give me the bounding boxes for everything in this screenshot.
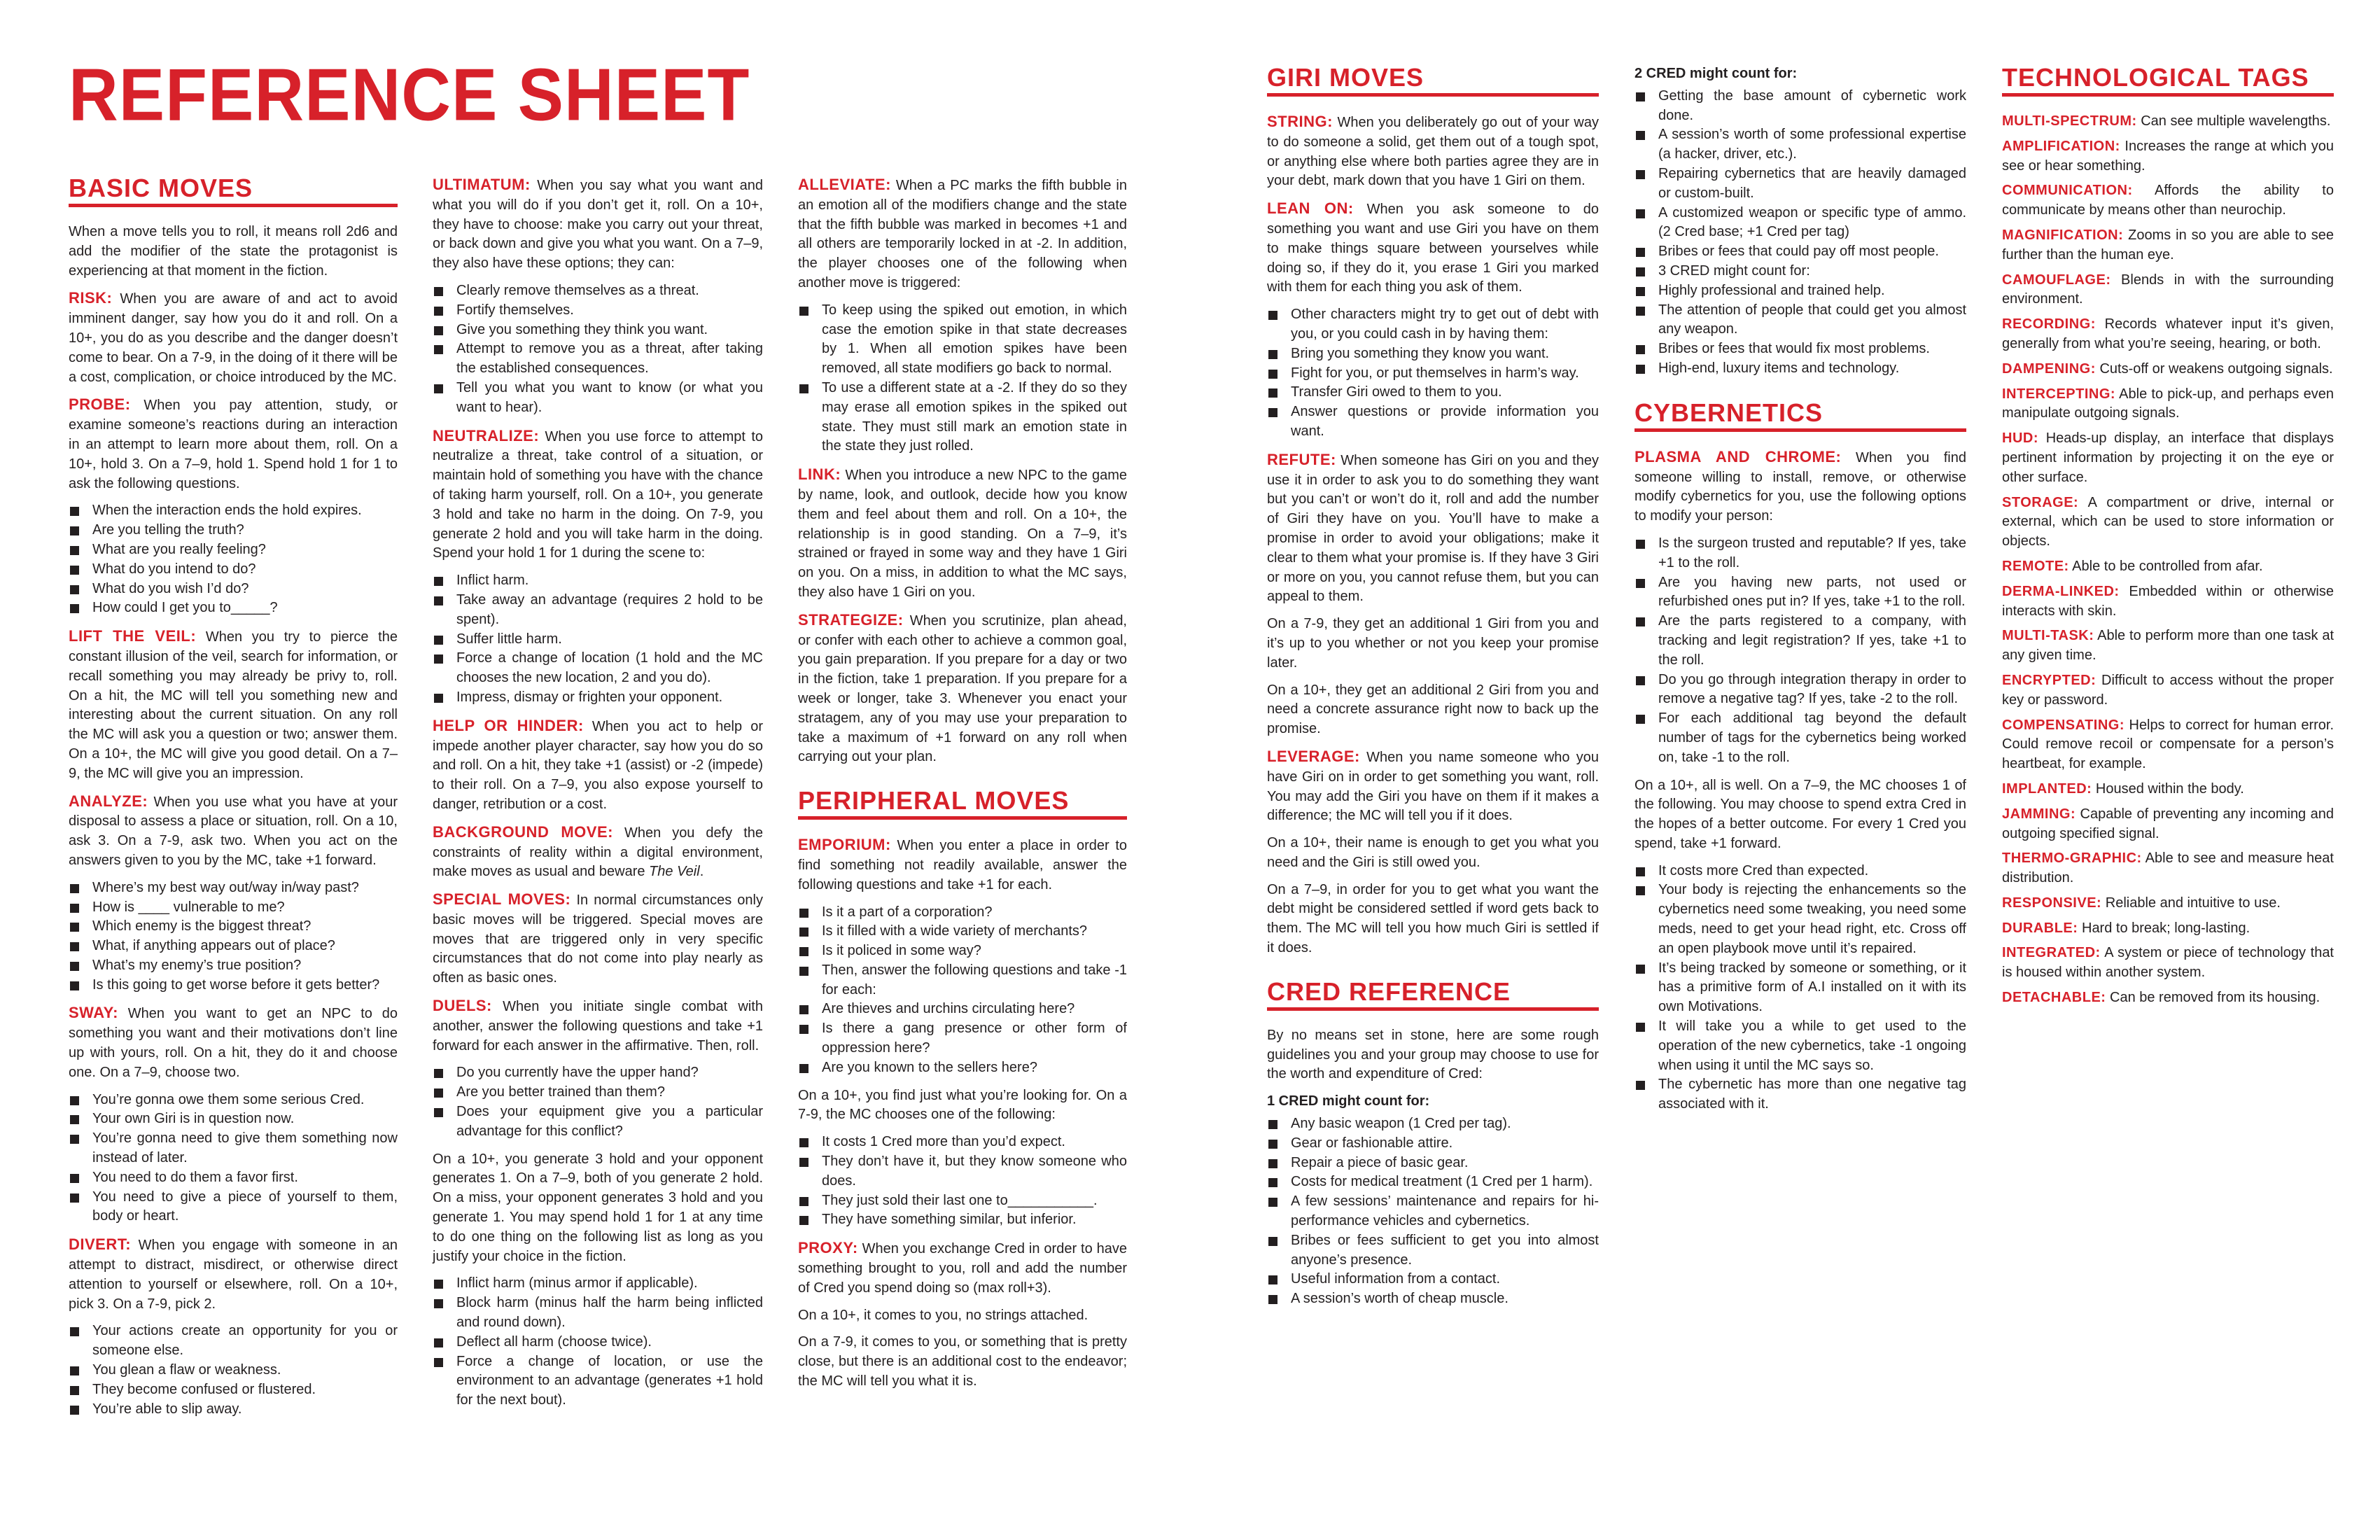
list-item: A customized weapon or specific type of ammo. (2 Cred base; +1 Cred per tag) bbox=[1634, 204, 1966, 243]
move-probe bbox=[69, 395, 398, 493]
tag-text: Able to pick-up, and perhaps even manipulate outgoing signals. bbox=[2002, 386, 2334, 421]
tag-encrypted bbox=[2002, 671, 2334, 710]
divert-list bbox=[69, 1322, 398, 1419]
move-text: When you initiate single combat with another, answer the following questions and take +1 forward for each answer in the affirmative. Then, roll. bbox=[433, 999, 763, 1054]
move-label: LINK: bbox=[798, 465, 841, 484]
list-item: Is it filled with a wide variety of merchants? bbox=[798, 922, 1127, 941]
list-item: Impress, dismay or frighten your opponent. bbox=[433, 688, 763, 708]
tag-label: COMMUNICATION: bbox=[2002, 183, 2133, 199]
tag-derma-linked bbox=[2002, 582, 2334, 622]
list-item: When the interaction ends the hold expires. bbox=[69, 501, 398, 521]
tag-text: Cuts-off or weakens outgoing signals. bbox=[2095, 360, 2333, 377]
list-item: A few sessions’ maintenance and repairs for hi-performance vehicles and cybernetics. bbox=[1267, 1192, 1599, 1231]
move-ultimatum bbox=[433, 175, 763, 274]
list-item: Highly professional and trained help. bbox=[1634, 281, 1966, 301]
move-label: EMPORIUM: bbox=[798, 836, 891, 854]
move-text: When you ask someone to do something you want and use Giri you have on them to make things square between yourselves while doing so, if they do it, you erase 1 Giri you marked with them for each thing you ask of them. bbox=[1267, 202, 1599, 295]
neutralize-list bbox=[433, 571, 763, 708]
move-label: SPECIAL MOVES: bbox=[433, 890, 571, 909]
list-item: Give you something they think you want. bbox=[433, 321, 763, 340]
tag-text: Increases the range at which you see or hear something. bbox=[2002, 138, 2334, 174]
tag-communication bbox=[2002, 181, 2334, 220]
proxy-outcome-partial: On a 7-9, it comes to you, or something that is pretty close, but there is an additional cost to the endeavor; the MC will tell you what it is. bbox=[798, 1334, 1127, 1390]
move-leverage bbox=[1267, 747, 1599, 826]
section-heading-giri-moves: GIRI MOVES bbox=[1267, 64, 1599, 97]
move-text: When you are aware of and act to avoid imminent danger, say how you do it and roll. On a 10+, you do as you describe and the danger doesn’t come to bear. On a 7-9, in the doing of it there will be a cost, complication, or choice introduced by the MC. bbox=[69, 291, 398, 385]
list-item: What, if anything appears out of place? bbox=[69, 937, 398, 956]
list-item: Getting the base amount of cybernetic work done. bbox=[1634, 87, 1966, 126]
list-item: Bring you something they know you want. bbox=[1267, 344, 1599, 364]
tag-text: Difficult to access without the proper key or password. bbox=[2002, 672, 2334, 708]
move-text: When you defy the constraints of reality within a digital environment, make moves as usual and beware bbox=[433, 825, 763, 880]
list-item: You’re able to slip away. bbox=[69, 1400, 398, 1420]
tag-text: Able to perform more than one task at any given time. bbox=[2002, 628, 2334, 664]
tag-dampening bbox=[2002, 360, 2334, 379]
move-text: When you scrutinize, plan ahead, or confer with each other to achieve a common goal, you gain preparation. If you prepare for a day or two in the fiction, take 1 preparation. If you prepare for a week or longer, take 3. Whenever you enact your stratagem, any of you may use your preparation to take a maximum of +1 forward on any roll when carrying out your plan. bbox=[798, 612, 1127, 765]
list-item: Repair a piece of basic gear. bbox=[1267, 1154, 1599, 1173]
tag-remote bbox=[2002, 557, 2334, 577]
move-label: SWAY: bbox=[69, 1004, 118, 1022]
list-item: Fight for you, or put themselves in harm’s way. bbox=[1267, 364, 1599, 384]
cred-intro: By no means set in stone, here are some rough guidelines you and your group may choose to use for the worth and expenditure of Cred: bbox=[1267, 1027, 1599, 1082]
list-item: You’re gonna need to give them something now instead of later. bbox=[69, 1129, 398, 1168]
move-proxy bbox=[798, 1238, 1127, 1298]
lean-on-list bbox=[1267, 305, 1599, 442]
list-item: Bribes or fees that could pay off most people. bbox=[1634, 242, 1966, 262]
analyze-list bbox=[69, 878, 398, 995]
list-item: Useful information from a contact. bbox=[1267, 1270, 1599, 1289]
probe-list bbox=[69, 501, 398, 618]
move-neutralize bbox=[433, 426, 763, 564]
list-item: Are you telling the truth? bbox=[69, 521, 398, 540]
section-heading-cred-reference: CRED REFERENCE bbox=[1267, 979, 1599, 1011]
tag-amplification bbox=[2002, 137, 2334, 176]
list-item: Are you better trained than them? bbox=[433, 1083, 763, 1102]
list-item: They become confused or flustered. bbox=[69, 1380, 398, 1400]
section-heading-peripheral-moves: PERIPHERAL MOVES bbox=[798, 788, 1127, 820]
list-item: Then, answer the following questions and take -1 for each: bbox=[798, 961, 1127, 1000]
list-item: Bribes or fees that would fix most problems. bbox=[1634, 340, 1966, 359]
list-item: Suffer little harm. bbox=[433, 630, 763, 650]
list-item: You glean a flaw or weakness. bbox=[69, 1361, 398, 1380]
duels-outcome: On a 10+, you generate 3 hold and your opponent generates 1. On a 7–9, both of you generate 2 hold. On a miss, your opponent generates 3 hold and you generate 1. You may spend hold 1 for 1 at any time to do one thing on the following list as long as you justify your choice in the fiction. bbox=[433, 1151, 763, 1264]
tag-label: DURABLE: bbox=[2002, 920, 2078, 936]
list-item: Are the parts registered to a company, with tracking and legit registration? If yes, take +1 to the roll. bbox=[1634, 612, 1966, 670]
column-moves-2 bbox=[433, 175, 763, 1419]
tag-label: INTEGRATED: bbox=[2002, 945, 2101, 961]
move-label: ALLEVIATE: bbox=[798, 176, 891, 193]
tag-camouflage bbox=[2002, 271, 2334, 310]
move-alleviate bbox=[798, 175, 1127, 293]
list-item: Other characters might try to get out of debt with you, or you could cash in by having them: bbox=[1267, 305, 1599, 344]
list-item: Take away an advantage (requires 2 hold to be spent). bbox=[433, 591, 763, 630]
leverage-outcome-partial: On a 7–9, in order for you to get what you want the debt might be considered settled if word gets back to them. The MC will tell you how much Giri is settled if it does. bbox=[1267, 881, 1599, 956]
list-item: Attempt to remove you as a threat, after taking the established consequences. bbox=[433, 340, 763, 379]
list-item: What do you intend to do? bbox=[69, 560, 398, 580]
list-item: Answer questions or provide information you want. bbox=[1267, 402, 1599, 442]
list-item: Inflict harm (minus armor if applicable). bbox=[433, 1274, 763, 1294]
list-item: A session’s worth of cheap muscle. bbox=[1267, 1289, 1599, 1309]
move-label: LEVERAGE: bbox=[1267, 747, 1360, 765]
move-text: When you try to pierce the constant illusion of the veil, search for information, or recall something you may already be privy to, roll. On a hit, the MC will tell you something new and interesting about the current situation. On any roll the MC will ask you a question or two; answer them. On a 10+, the MC will give you good detail. On a 7–9, the MC will give you an impression. bbox=[69, 629, 398, 781]
tag-label: MULTI-TASK: bbox=[2002, 628, 2094, 644]
list-item: Is it policed in some way? bbox=[798, 941, 1127, 961]
tag-text: Able to see and measure heat distribution. bbox=[2002, 850, 2334, 886]
move-duels bbox=[433, 996, 763, 1056]
tag-label: AMPLIFICATION: bbox=[2002, 138, 2120, 154]
list-item: Tell you what you want to know (or what you want to hear). bbox=[433, 379, 763, 418]
move-text: When you introduce a new NPC to the game by name, look, and outlook, decide how you know them and feel about them and roll. On a 10+, the relationship is in good standing. On a 7–9, it’s strained or frayed in some way and they have 1 Giri on you. On a miss, in addition to what the MC says, they also have 1 Giri on you. bbox=[798, 468, 1127, 600]
move-text: In normal circumstances only basic moves will be triggered. Special moves are moves that are triggered only in very specific circumstances that do not come into play nearly as often as basic ones. bbox=[433, 892, 763, 986]
tag-text: Can be removed from its housing. bbox=[2106, 990, 2320, 1006]
tag-text: Records whatever input it’s given, generally from what you’re seeing, hearing, or both. bbox=[2002, 316, 2334, 351]
tag-jamming bbox=[2002, 805, 2334, 844]
move-link bbox=[798, 465, 1127, 603]
column-cred-cybernetics bbox=[1634, 64, 1966, 1123]
tag-thermo-graphic bbox=[2002, 849, 2334, 888]
move-text: When you use force to attempt to neutralize a threat, take control of a situation, or maintain hold of something you have with the chance of taking harm yourself, roll. On a 10+, you generate 3 hold and take no harm in the doing. On 7-9, you generate 2 hold and you will take harm in the doing. Spend your hold 1 for 1 during the scene to: bbox=[433, 428, 763, 561]
list-item: Fortify themselves. bbox=[433, 301, 763, 321]
tag-label: MAGNIFICATION: bbox=[2002, 227, 2124, 243]
page-title: REFERENCE SHEET bbox=[69, 52, 750, 136]
tag-text: A system or piece of technology that is housed within another system. bbox=[2002, 945, 2334, 981]
list-item: You’re gonna owe them some serious Cred. bbox=[69, 1091, 398, 1110]
move-refute bbox=[1267, 450, 1599, 607]
list-item: Force a change of location (1 hold and the MC chooses the new location, 2 and you do). bbox=[433, 649, 763, 688]
list-item: Block harm (minus half the harm being inflicted and round down). bbox=[433, 1294, 763, 1333]
tag-implanted bbox=[2002, 780, 2334, 799]
move-lift-the-veil bbox=[69, 626, 398, 783]
tag-label: IMPLANTED: bbox=[2002, 780, 2092, 797]
tag-label: DAMPENING: bbox=[2002, 360, 2096, 377]
tag-label: JAMMING: bbox=[2002, 806, 2076, 822]
tag-text: Can see multiple wavelengths. bbox=[2136, 113, 2331, 129]
refute-outcome-hit: On a 10+, they get an additional 2 Giri from you and need a concrete assurance right now to back up the promise. bbox=[1267, 682, 1599, 737]
list-item: What do you wish I’d do? bbox=[69, 580, 398, 599]
move-label: DUELS: bbox=[433, 997, 492, 1015]
move-text: When you exchange Cred in order to have something brought to you, roll and add the number of Cred you spend doing so (max roll+3). bbox=[798, 1241, 1127, 1296]
move-label: LEAN ON: bbox=[1267, 200, 1354, 218]
list-item: Your own Giri is in question now. bbox=[69, 1110, 398, 1129]
tag-hud bbox=[2002, 429, 2334, 487]
move-label: REFUTE: bbox=[1267, 450, 1336, 468]
column-moves-3 bbox=[798, 175, 1127, 1399]
tag-label: RECORDING: bbox=[2002, 316, 2096, 332]
tag-text: Hard to break; long-lasting. bbox=[2078, 920, 2250, 936]
move-label: DIVERT: bbox=[69, 1236, 132, 1254]
move-special-moves bbox=[433, 890, 763, 988]
one-cred-label: 1 CRED might count for: bbox=[1267, 1093, 1430, 1110]
move-text: When someone has Giri on you and they use it in order to ask you to do something they want but you can’t or won’t do it, roll and add the number of Giri they have on you. You’ll have to make a promise in order to avoid your obligations; make it clear to them what your promise is. If they have 3 Giri or more on you, you cannot refuse them, but you can appeal to them. bbox=[1267, 452, 1599, 605]
tag-durable bbox=[2002, 919, 2334, 939]
one-cred-list bbox=[1267, 1114, 1599, 1309]
tag-detachable bbox=[2002, 988, 2334, 1008]
list-item: Do you go through integration therapy in order to remove a negative tag? If yes, take -2 to the roll. bbox=[1634, 671, 1966, 710]
move-label: HELP OR HINDER: bbox=[433, 716, 584, 734]
column-basic-moves bbox=[69, 175, 398, 1427]
tag-magnification bbox=[2002, 226, 2334, 265]
tag-intercepting bbox=[2002, 385, 2334, 424]
list-item: The cybernetic has more than one negative tag associated with it. bbox=[1634, 1075, 1966, 1114]
tag-responsive bbox=[2002, 894, 2334, 913]
move-sway bbox=[69, 1003, 398, 1082]
tag-label: REMOTE: bbox=[2002, 558, 2069, 574]
column-technological-tags bbox=[2002, 64, 2334, 1014]
section-heading-technological-tags: TECHNOLOGICAL TAGS bbox=[2002, 64, 2334, 97]
list-item: Does your equipment give you a particular advantage for this conflict? bbox=[433, 1102, 763, 1142]
list-item: They have something similar, but inferior. bbox=[798, 1210, 1127, 1230]
list-item: Are you having new parts, not used or refurbished ones put in? If yes, take +1 to the roll. bbox=[1634, 573, 1966, 612]
list-item: Transfer Giri owed to them to you. bbox=[1267, 383, 1599, 402]
move-text: When you engage with someone in an attempt to distract, misdirect, or otherwise direct attention to yourself or elsewhere, roll. On a 10+, pick 3. On a 7-9, pick 2. bbox=[69, 1238, 398, 1312]
alleviate-list bbox=[798, 301, 1127, 456]
tag-text: Housed within the body. bbox=[2092, 780, 2244, 797]
move-help-or-hinder bbox=[433, 716, 763, 815]
tag-label: STORAGE: bbox=[2002, 494, 2079, 510]
refute-outcome-partial: On a 7-9, they get an additional 1 Giri from you and it’s up to you whether or not you keep your promise later. bbox=[1267, 616, 1599, 671]
list-item: You need to do them a favor first. bbox=[69, 1168, 398, 1188]
list-item: Gear or fashionable attire. bbox=[1267, 1134, 1599, 1154]
list-item: Are you known to the sellers here? bbox=[798, 1058, 1127, 1078]
section-heading-cybernetics: CYBERNETICS bbox=[1634, 400, 1966, 432]
move-text: When you deliberately go out of your way to do someone a solid, get them out of a tough spot, or anything else where both parties agree they are in your debt, mark down that you have 1 Giri on them. bbox=[1267, 115, 1599, 189]
move-label: NEUTRALIZE: bbox=[433, 426, 540, 444]
list-item: The attention of people that could get you almost any weapon. bbox=[1634, 301, 1966, 340]
move-strategize bbox=[798, 610, 1127, 767]
move-text: When you pay attention, study, or examine someone’s reactions during an interaction in an attempt to learn more about them, roll. On a 10+, hold 3. On a 7–9, hold 1. Spend hold 1 for 1 to ask the following questions. bbox=[69, 398, 398, 491]
move-text: When you say what you want and what you will do if you don’t get it, roll. On a 10+, they have to choose: make you carry out your threat, or back down and give you what you want. On a 7–9, they also have these options; they can: bbox=[433, 178, 763, 272]
sway-list bbox=[69, 1091, 398, 1227]
move-label: RISK: bbox=[69, 289, 113, 307]
emporium-outcome-list bbox=[798, 1133, 1127, 1230]
section-heading-basic-moves: BASIC MOVES bbox=[69, 175, 398, 207]
list-item: For each additional tag beyond the default number of tags for the cybernetics being worked on, take -1 to the roll. bbox=[1634, 709, 1966, 767]
tag-text: Zooms in so you are able to see further than the human eye. bbox=[2002, 227, 2334, 262]
tag-text: A compartment or drive, internal or external, which can be used to store information or objects. bbox=[2002, 494, 2334, 550]
plasma-outcome-list bbox=[1634, 862, 1966, 1114]
list-item: You need to give a piece of yourself to them, body or heart. bbox=[69, 1188, 398, 1227]
move-background-move bbox=[433, 822, 763, 882]
list-item: High-end, luxury items and technology. bbox=[1634, 359, 1966, 379]
move-divert bbox=[69, 1235, 398, 1314]
list-item: They don’t have it, but they know someone who does. bbox=[798, 1152, 1127, 1191]
tag-label: THERMO-GRAPHIC: bbox=[2002, 850, 2142, 867]
tag-label: HUD: bbox=[2002, 430, 2038, 447]
list-item: Is it a part of a corporation? bbox=[798, 903, 1127, 923]
move-text: When you name someone who you have Giri on in order to get something you want, roll. You may add the Giri you have on them if it makes a difference; the MC will tell you if it does. bbox=[1267, 749, 1599, 824]
column-giri-cred bbox=[1267, 64, 1599, 1317]
tag-label: INTERCEPTING: bbox=[2002, 386, 2116, 402]
move-text: When you act to help or impede another player character, say how you do so and roll. On a hit, they take +1 (assist) or -2 (impede) to their roll. On a 7–9, you also expose yourself to danger, retribution or a cost. bbox=[433, 718, 763, 812]
list-item: Is this going to get worse before it gets better? bbox=[69, 976, 398, 995]
list-item: How could I get you to_____? bbox=[69, 598, 398, 618]
list-item: To use a different state at a -2. If they do so they may erase all emotion spikes in the spiked out state. They must still mark an emotion state in the state they just rolled. bbox=[798, 379, 1127, 456]
list-item: Your actions create an opportunity for you or someone else. bbox=[69, 1322, 398, 1361]
list-item: Force a change of location, or use the environment to an advantage (generates +1 hold for the next bout). bbox=[433, 1352, 763, 1410]
list-item: Which enemy is the biggest threat? bbox=[69, 917, 398, 937]
list-item: It will take you a while to get used to the operation of the new cybernetics, take -1 ongoing when using it until the MC says so. bbox=[1634, 1017, 1966, 1075]
tag-multi-spectrum bbox=[2002, 112, 2334, 132]
list-item: Is the surgeon trusted and reputable? If yes, take +1 to the roll. bbox=[1634, 534, 1966, 573]
move-label: PROBE: bbox=[69, 396, 131, 414]
emporium-list bbox=[798, 903, 1127, 1078]
plasma-list bbox=[1634, 534, 1966, 768]
tag-text: Able to be controlled from afar. bbox=[2068, 558, 2263, 574]
tag-label: COMPENSATING: bbox=[2002, 717, 2125, 733]
move-label: ULTIMATUM: bbox=[433, 176, 531, 193]
tag-label: MULTI-SPECTRUM: bbox=[2002, 113, 2137, 129]
tag-text: Reliable and intuitive to use. bbox=[2101, 895, 2281, 911]
move-text: When you want to get an NPC to do something you want and their motivations don’t line up with yours, roll. On a hit, they do it and choose one. On a 7–9, choose two. bbox=[69, 1006, 398, 1080]
move-text: When you find someone willing to install, remove, or otherwise modify cybernetics for you, use the following options to modify your person: bbox=[1634, 449, 1966, 524]
tag-integrated bbox=[2002, 944, 2334, 983]
list-item: What are you really feeling? bbox=[69, 540, 398, 560]
tag-label: RESPONSIVE: bbox=[2002, 895, 2102, 911]
two-cred-list bbox=[1634, 87, 1966, 379]
list-item: To keep using the spiked out emotion, in which case the emotion spike in that state decreases by 1. When all emotion spikes have been removed, all state modifiers go back to normal. bbox=[798, 301, 1127, 379]
move-lean-on bbox=[1267, 199, 1599, 298]
tag-recording bbox=[2002, 315, 2334, 354]
move-label: LIFT THE VEIL: bbox=[69, 627, 197, 645]
move-label: STRING: bbox=[1267, 113, 1333, 130]
duels-list bbox=[433, 1063, 763, 1141]
list-item: Inflict harm. bbox=[433, 571, 763, 591]
tag-label: CAMOUFLAGE: bbox=[2002, 272, 2111, 288]
list-item: Repairing cybernetics that are heavily damaged or custom-built. bbox=[1634, 164, 1966, 204]
move-string bbox=[1267, 112, 1599, 191]
list-item: Costs for medical treatment (1 Cred per 1 harm). bbox=[1267, 1172, 1599, 1192]
move-text: When you use what you have at your disposal to assess a place or situation, roll. On a 10, ask 3. On a 7-9, ask two. When you act on the answers given to you by the MC, take +1 forward. bbox=[69, 794, 398, 868]
move-label: ANALYZE: bbox=[69, 792, 148, 810]
list-item: How is ____ vulnerable to me? bbox=[69, 898, 398, 918]
list-item: Your body is rejecting the enhancements so the cybernetics need some tweaking, you need some meds, need to get your head right, etc. Cross off an open playbook move until it’s repaired. bbox=[1634, 881, 1966, 958]
list-item: A session’s worth of some professional expertise (a hacker, driver, etc.). bbox=[1634, 125, 1966, 164]
ultimatum-list bbox=[433, 281, 763, 418]
list-item: Do you currently have the upper hand? bbox=[433, 1063, 763, 1083]
list-item: Deflect all harm (choose twice). bbox=[433, 1333, 763, 1352]
tag-text: Heads-up display, an interface that displays pertinent information by projecting it on the eye or other surface. bbox=[2002, 430, 2334, 485]
tag-storage bbox=[2002, 493, 2334, 552]
tag-label: ENCRYPTED: bbox=[2002, 672, 2096, 688]
list-item: 3 CRED might count for: bbox=[1634, 262, 1966, 281]
tag-label: DETACHABLE: bbox=[2002, 990, 2106, 1006]
two-cred-label: 2 CRED might count for: bbox=[1634, 66, 1798, 81]
list-item: Where’s my best way out/way in/way past? bbox=[69, 878, 398, 898]
move-text: When you enter a place in order to find something not readily available, answer the following questions and take +1 for each. bbox=[798, 838, 1127, 892]
move-text-emphasis: The Veil bbox=[649, 864, 700, 880]
move-text-end: . bbox=[699, 864, 704, 880]
tag-label: DERMA-LINKED: bbox=[2002, 583, 2120, 599]
tag-text: Affords the ability to communicate by means other than neurochip. bbox=[2002, 183, 2334, 218]
list-item: It costs more Cred than expected. bbox=[1634, 862, 1966, 881]
list-item: They just sold their last one to___________. bbox=[798, 1191, 1127, 1211]
move-label: STRATEGIZE: bbox=[798, 610, 904, 629]
list-item: Any basic weapon (1 Cred per tag). bbox=[1267, 1114, 1599, 1134]
tag-text: Capable of preventing any incoming and outgoing specified signal. bbox=[2002, 806, 2334, 841]
move-label: PROXY: bbox=[798, 1239, 858, 1257]
proxy-outcome-hit: On a 10+, it comes to you, no strings attached. bbox=[798, 1307, 1088, 1323]
duels-hold-list bbox=[433, 1274, 763, 1410]
basic-moves-intro: When a move tells you to roll, it means roll 2d6 and add the modifier of the state the protagonist is experiencing at that moment in the fiction. bbox=[69, 224, 398, 279]
list-item: What’s my enemy’s true position? bbox=[69, 956, 398, 976]
move-emporium bbox=[798, 835, 1127, 895]
tag-multi-task bbox=[2002, 626, 2334, 666]
move-risk bbox=[69, 288, 398, 387]
move-analyze bbox=[69, 792, 398, 871]
list-item: It’s being tracked by someone or something, or it has a primitive form of A.I installed on it with its own Motivations. bbox=[1634, 959, 1966, 1017]
tag-text: Embedded within or otherwise interacts with skin. bbox=[2002, 583, 2334, 619]
list-item: It costs 1 Cred more than you’d expect. bbox=[798, 1133, 1127, 1152]
move-label: PLASMA AND CHROME: bbox=[1634, 447, 1842, 465]
move-label: BACKGROUND MOVE: bbox=[433, 822, 613, 841]
list-item: Is there a gang presence or other form of oppression here? bbox=[798, 1019, 1127, 1058]
move-plasma-and-chrome bbox=[1634, 447, 1966, 526]
emporium-outcome: On a 10+, you find just what you’re looking for. On a 7-9, the MC chooses one of the following: bbox=[798, 1087, 1127, 1123]
list-item: Bribes or fees sufficient to get you into almost anyone’s presence. bbox=[1267, 1231, 1599, 1270]
list-item: Are thieves and urchins circulating here? bbox=[798, 1000, 1127, 1019]
list-item: Clearly remove themselves as a threat. bbox=[433, 281, 763, 301]
tag-text: Helps to correct for human error. Could remove recoil or compensate for a person’s heartbeat, for example. bbox=[2002, 717, 2334, 772]
plasma-outcome: On a 10+, all is well. On a 7–9, the MC chooses 1 of the following. You may choose to spend extra Cred in the hopes of a better outcome. For every 1 Cred you spend, take +1 forward. bbox=[1634, 777, 1966, 851]
tag-compensating bbox=[2002, 716, 2334, 774]
move-text: When a PC marks the fifth bubble in an emotion all of the modifiers change and the state that the fifth bubble was marked in becomes +1 and all others are temporarily locked in at -2. In addition, the player chooses one of the following when another move is triggered: bbox=[798, 178, 1127, 290]
leverage-outcome-hit: On a 10+, their name is enough to get you what you need and the Giri is still owed you. bbox=[1267, 835, 1599, 870]
tag-text: Blends in with the surrounding environment. bbox=[2002, 272, 2334, 307]
